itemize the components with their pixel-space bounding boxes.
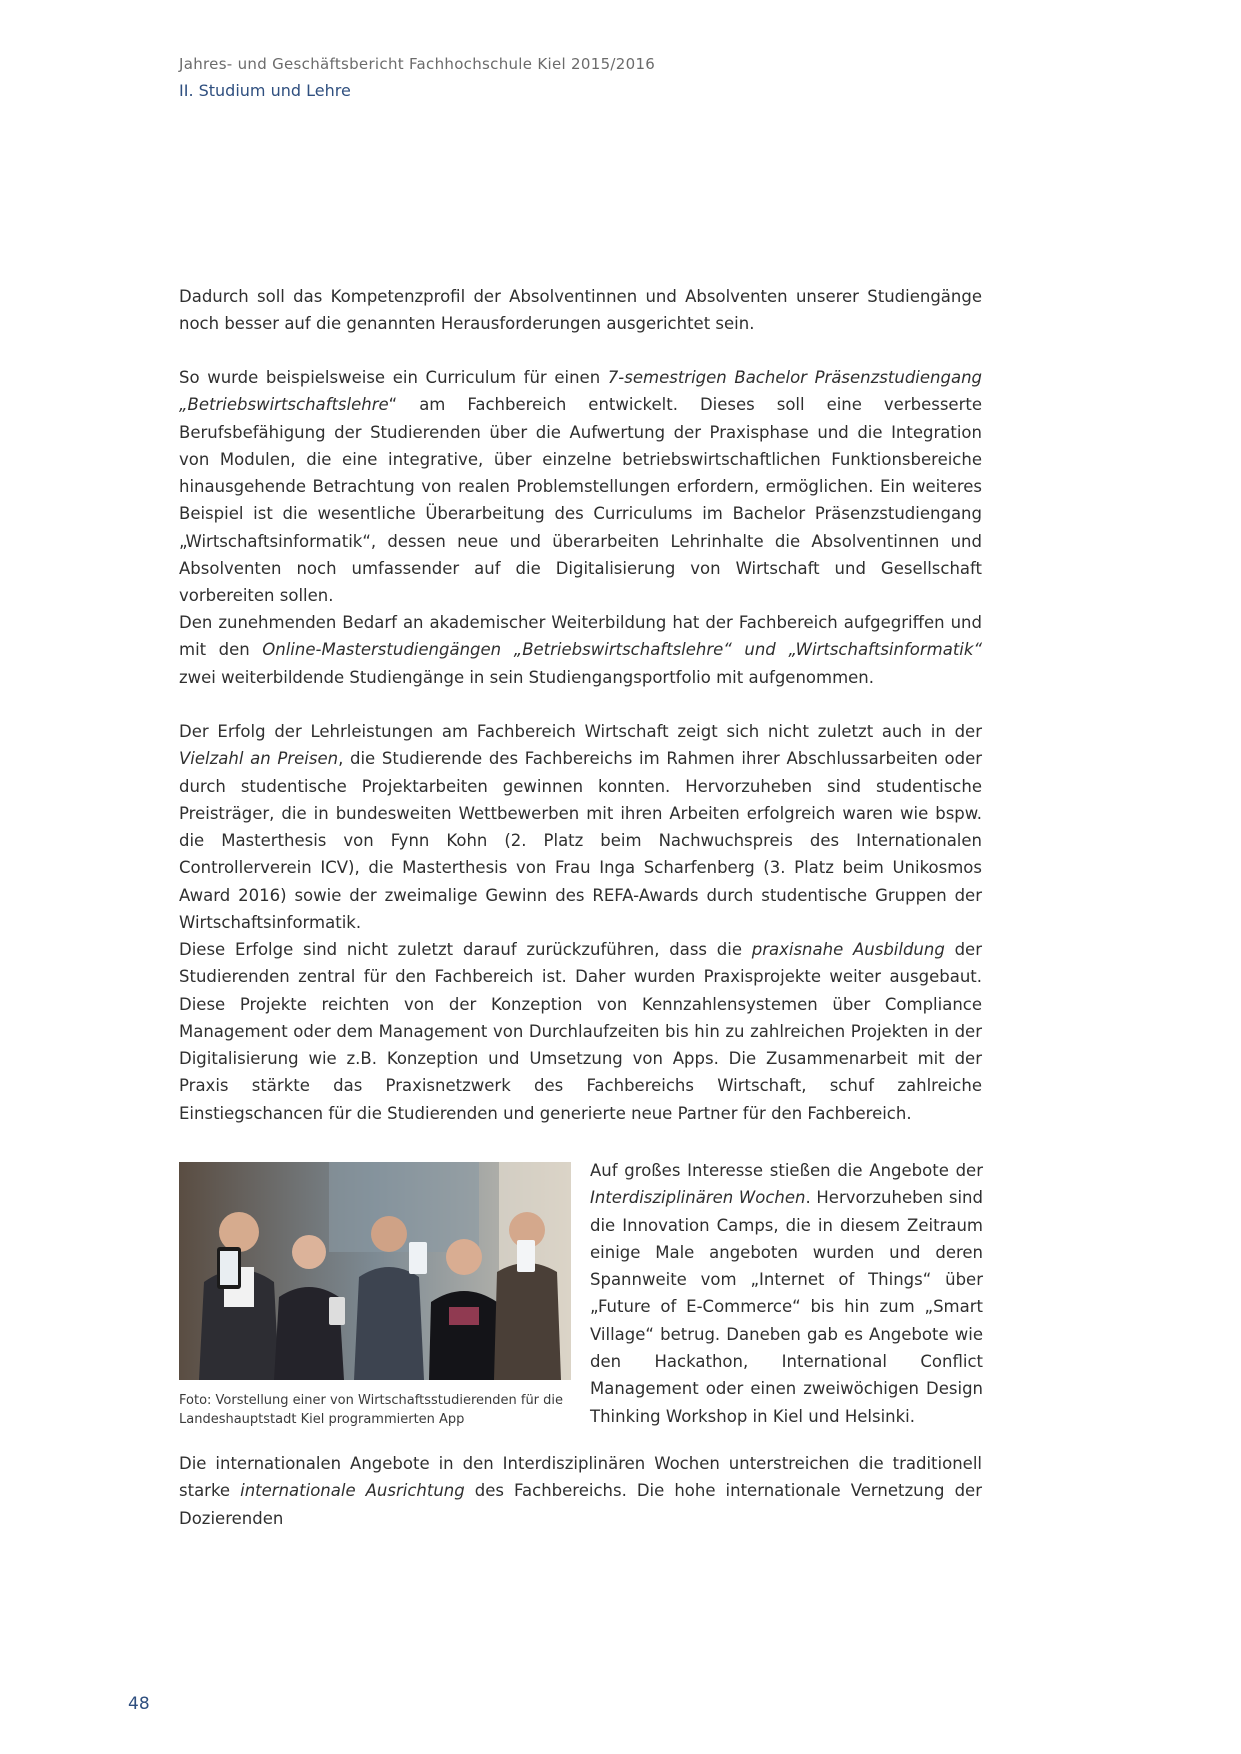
paragraph-4: Der Erfolg der Lehrleistungen am Fachbereich Wirtschaft zeigt sich nicht zuletzt auch in der Vielzahl an Preisen, die Studierende des Fachbereichs im Rahmen ihrer Abschlussarbeiten oder durch studentische Projektarbeiten gewinnen konnten. Hervorzuheben sind studentische Preisträger, die in bundesweiten Wettbewerben mit ihren Arbeiten erfolgreich waren wie bspw. die Masterthesis von Fynn Kohn (2. Platz beim Nachwuchspreis des Internationalen Controllerverein ICV), die Masterthesis von Frau Inga Scharfenberg (3. Platz beim Unikosmos Award 2016) sowie der zweimalige Gewinn des REFA-Awards durch studentische Gruppen der Wirtschaftsinformatik. bbox=[179, 722, 982, 933]
report-title: Jahres- und Geschäftsbericht Fachhochschule Kiel 2015/2016 bbox=[179, 55, 656, 73]
paragraph-2: So wurde beispielsweise ein Curriculum für einen 7-semestrigen Bachelor Präsenzstudiengang „Betriebswirtschaftslehre“ am Fachbereich entwickelt. Dieses soll eine verbesserte Berufsbefähigung der Studierenden über die Aufwertung der Praxisphase und die Integration von Modulen, die eine integrative, über einzelne betriebswirtschaftlichen Funktionsbereiche hinausgehende Betrachtung von realen Problemstellungen erfordern, ermöglichen. Ein weiteres Beispiel ist die wesentliche Überarbeitung des Curriculums im Bachelor Präsenzstudiengang „Wirtschaftsinformatik“, dessen neue und überarbeiten Lehrinhalte die Absolventinnen und Absolventen noch umfassender auf die Digitalisierung von Wirtschaft und Gesellschaft vorbereiten sollen. bbox=[179, 368, 982, 606]
group-photo bbox=[179, 1162, 571, 1380]
page-number: 48 bbox=[128, 1694, 150, 1714]
sidebar-paragraph: Auf großes Interesse stießen die Angebote der Interdisziplinären Wochen. Hervorzuheben sind die Innovation Camps, die in diesem Zeitraum einige Male angeboten wurden und deren Spannweite vom „Internet of Things“ über „Future of E-Commerce“ bis hin zum „Smart Village“ betrug. Daneben gab es Angebote wie den Hackathon, International Conflict Management oder einen zweiwöchigen Design Thinking Workshop in Kiel und Helsinki. bbox=[590, 1161, 983, 1426]
paragraph-1: Dadurch soll das Kompetenzprofil der Absolventinnen und Absolventen unserer Studiengänge noch besser auf die genannten Herausforderungen ausgerichtet sein. bbox=[179, 287, 982, 334]
photo-caption: Foto: Vorstellung einer von Wirtschaftsstudierenden für die Landeshauptstadt Kiel programmierten App bbox=[179, 1393, 564, 1427]
paragraph-3: Den zunehmenden Bedarf an akademischer Weiterbildung hat der Fachbereich aufgegriffen und mit den Online-Masterstudiengängen „Betriebswirtschaftslehre“ und „Wirtschaftsinformatik“ zwei weiterbildende Studiengänge in sein Studiengangsportfolio mit aufgenommen. bbox=[179, 613, 982, 687]
paragraph-6: Die internationalen Angebote in den Interdisziplinären Wochen unterstreichen die traditionell starke internationale Ausrichtung des Fachbereichs. Die hohe internationale Vernetzung der Dozierenden bbox=[179, 1454, 982, 1528]
section-title: II. Studium und Lehre bbox=[179, 81, 351, 100]
paragraph-5: Diese Erfolge sind nicht zuletzt darauf zurückzuführen, dass die praxisnahe Ausbildung der Studierenden zentral für den Fachbereich ist. Daher wurden Praxisprojekte weiter ausgebaut. Diese Projekte reichten von der Konzeption von Kennzahlensystemen über Compliance Management oder dem Management von Durchlaufzeiten bis hin zu zahlreichen Projekten in der Digitalisierung wie z.B. Konzeption und Umsetzung von Apps. Die Zusammenarbeit mit der Praxis stärkte das Praxisnetzwerk des Fachbereichs Wirtschaft, schuf zahlreiche Einstiegschancen für die Studierenden und generierte neue Partner für den Fachbereich. bbox=[179, 940, 982, 1123]
